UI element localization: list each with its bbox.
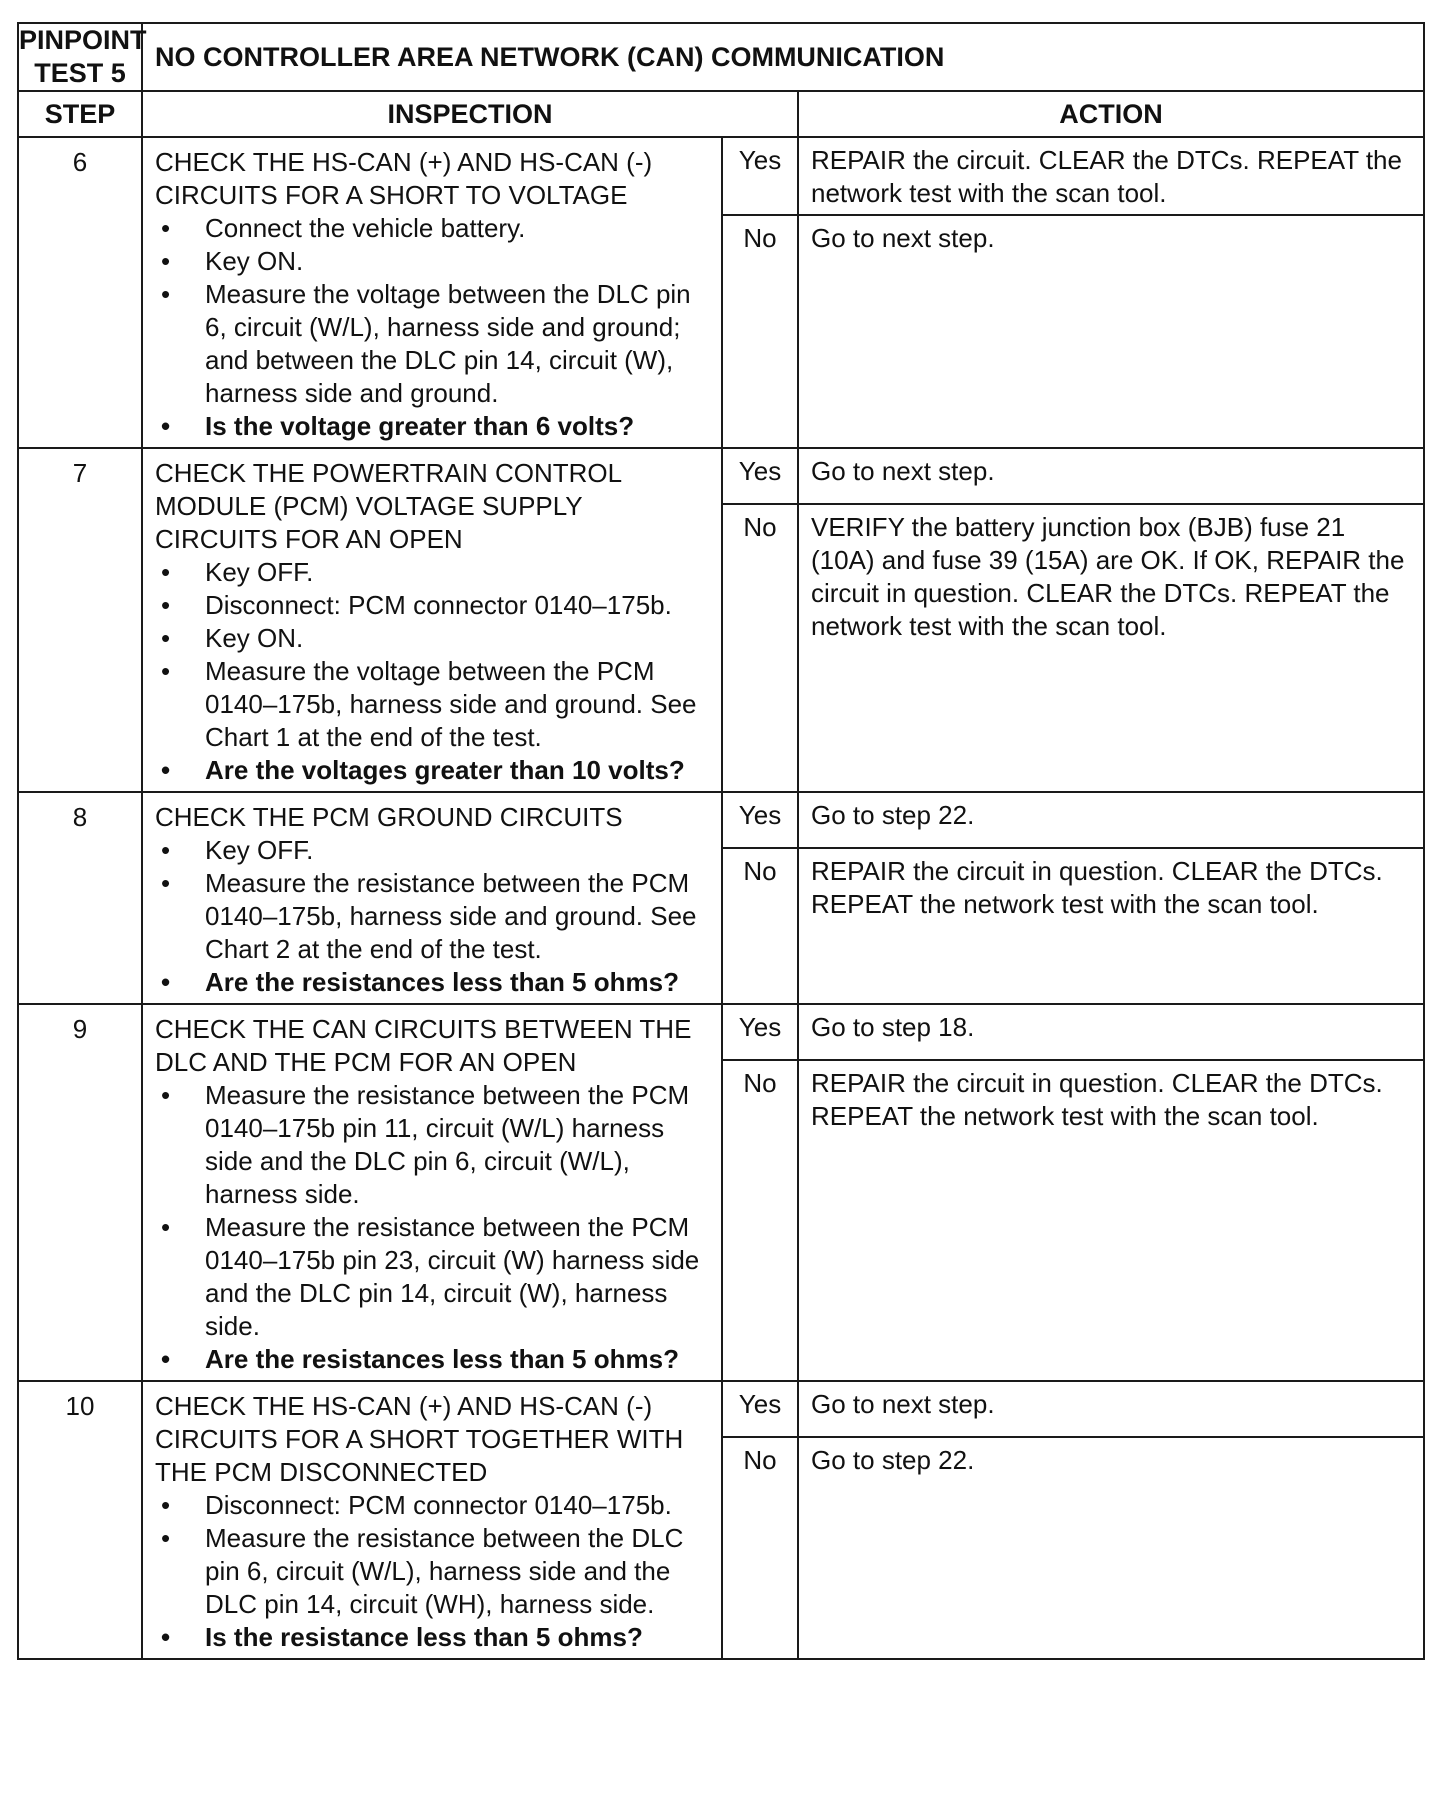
yes-action: Go to next step. xyxy=(798,1381,1424,1437)
procedure-item: • Disconnect: PCM connector 0140–175b. xyxy=(155,589,711,622)
procedure-item: • Measure the voltage between the DLC pin 6, circuit (W/L), harness side and ground; and between the DLC pin 14, circuit (W), harness side and ground. xyxy=(155,278,711,410)
inspection-question: • Are the resistances less than 5 ohms? xyxy=(155,1343,711,1376)
procedure-item: • Measure the resistance between the PCM 0140–175b pin 11, circuit (W/L) harness side and the DLC pin 6, circuit (W/L), harness side. xyxy=(155,1079,711,1211)
inspection-cell xyxy=(142,137,722,448)
procedure-item: • Measure the resistance between the DLC pin 6, circuit (W/L), harness side and the DLC pin 14, circuit (WH), harness side. xyxy=(155,1522,711,1621)
procedure-list xyxy=(155,556,711,787)
inspection-heading: CHECK THE PCM GROUND CIRCUITS xyxy=(155,802,623,832)
no-label: No xyxy=(722,1060,798,1381)
no-label: No xyxy=(722,504,798,792)
yes-label: Yes xyxy=(722,137,798,215)
no-action: REPAIR the circuit in question. CLEAR the DTCs. REPEAT the network test with the scan tool. xyxy=(798,848,1424,1004)
inspection-cell xyxy=(142,448,722,792)
inspection-cell xyxy=(142,1381,722,1659)
step-number: 8 xyxy=(18,792,142,1004)
test-title: NO CONTROLLER AREA NETWORK (CAN) COMMUNICATION xyxy=(142,23,1424,91)
procedure-list xyxy=(155,834,711,999)
yes-action: Go to step 22. xyxy=(798,792,1424,848)
procedure-item: • Disconnect: PCM connector 0140–175b. xyxy=(155,1489,711,1522)
procedure-item: • Measure the voltage between the PCM 0140–175b, harness side and ground. See Chart 1 at the end of the test. xyxy=(155,655,711,754)
yes-action: Go to step 18. xyxy=(798,1004,1424,1060)
step-number: 10 xyxy=(18,1381,142,1659)
step-row xyxy=(18,448,1424,504)
inspection-heading: CHECK THE POWERTRAIN CONTROL MODULE (PCM) VOLTAGE SUPPLY CIRCUITS FOR AN OPEN xyxy=(155,458,622,554)
no-action: Go to next step. xyxy=(798,215,1424,448)
inspection-cell xyxy=(142,792,722,1004)
no-label: No xyxy=(722,1437,798,1659)
no-label: No xyxy=(722,215,798,448)
step-row xyxy=(18,1381,1424,1437)
step-number: 9 xyxy=(18,1004,142,1381)
yes-action: Go to next step. xyxy=(798,448,1424,504)
procedure-list xyxy=(155,1489,711,1654)
header-row xyxy=(18,91,1424,137)
inspection-cell xyxy=(142,1004,722,1381)
inspection-header: INSPECTION xyxy=(142,91,798,137)
inspection-question: • Are the voltages greater than 10 volts? xyxy=(155,754,711,787)
yes-action: REPAIR the circuit. CLEAR the DTCs. REPEAT the network test with the scan tool. xyxy=(798,137,1424,215)
no-action: REPAIR the circuit in question. CLEAR the DTCs. REPEAT the network test with the scan tool. xyxy=(798,1060,1424,1381)
yes-label: Yes xyxy=(722,792,798,848)
procedure-item: • Key ON. xyxy=(155,622,711,655)
inspection-question: • Are the resistances less than 5 ohms? xyxy=(155,966,711,999)
step-number: 6 xyxy=(18,137,142,448)
step-row xyxy=(18,1004,1424,1060)
no-label: No xyxy=(722,848,798,1004)
test-number: PINPOINT TEST 5 xyxy=(18,23,142,91)
inspection-question: • Is the voltage greater than 6 volts? xyxy=(155,410,711,443)
title-row xyxy=(18,23,1424,91)
procedure-list xyxy=(155,1079,711,1376)
yes-label: Yes xyxy=(722,448,798,504)
inspection-question: • Is the resistance less than 5 ohms? xyxy=(155,1621,711,1654)
step-row xyxy=(18,792,1424,848)
no-action: Go to step 22. xyxy=(798,1437,1424,1659)
yes-label: Yes xyxy=(722,1381,798,1437)
procedure-item: • Key ON. xyxy=(155,245,711,278)
pinpoint-test-table xyxy=(17,22,1425,1660)
procedure-list xyxy=(155,212,711,443)
inspection-heading: CHECK THE HS-CAN (+) AND HS-CAN (-) CIRCUITS FOR A SHORT TOGETHER WITH THE PCM DISCONNECTED xyxy=(155,1391,684,1487)
action-header: ACTION xyxy=(798,91,1424,137)
procedure-item: • Measure the resistance between the PCM 0140–175b pin 23, circuit (W) harness side and the DLC pin 14, circuit (W), harness side. xyxy=(155,1211,711,1343)
procedure-item: • Connect the vehicle battery. xyxy=(155,212,711,245)
step-header: STEP xyxy=(18,91,142,137)
procedure-item: • Key OFF. xyxy=(155,834,711,867)
yes-label: Yes xyxy=(722,1004,798,1060)
no-action: VERIFY the battery junction box (BJB) fuse 21 (10A) and fuse 39 (15A) are OK. If OK, REPAIR the circuit in question. CLEAR the DTCs. REPEAT the network test with the scan tool. xyxy=(798,504,1424,792)
procedure-item: • Key OFF. xyxy=(155,556,711,589)
step-number: 7 xyxy=(18,448,142,792)
inspection-heading: CHECK THE HS-CAN (+) AND HS-CAN (-) CIRCUITS FOR A SHORT TO VOLTAGE xyxy=(155,147,653,210)
inspection-heading: CHECK THE CAN CIRCUITS BETWEEN THE DLC AND THE PCM FOR AN OPEN xyxy=(155,1014,692,1077)
procedure-item: • Measure the resistance between the PCM 0140–175b, harness side and ground. See Chart 2 at the end of the test. xyxy=(155,867,711,966)
step-row xyxy=(18,137,1424,215)
